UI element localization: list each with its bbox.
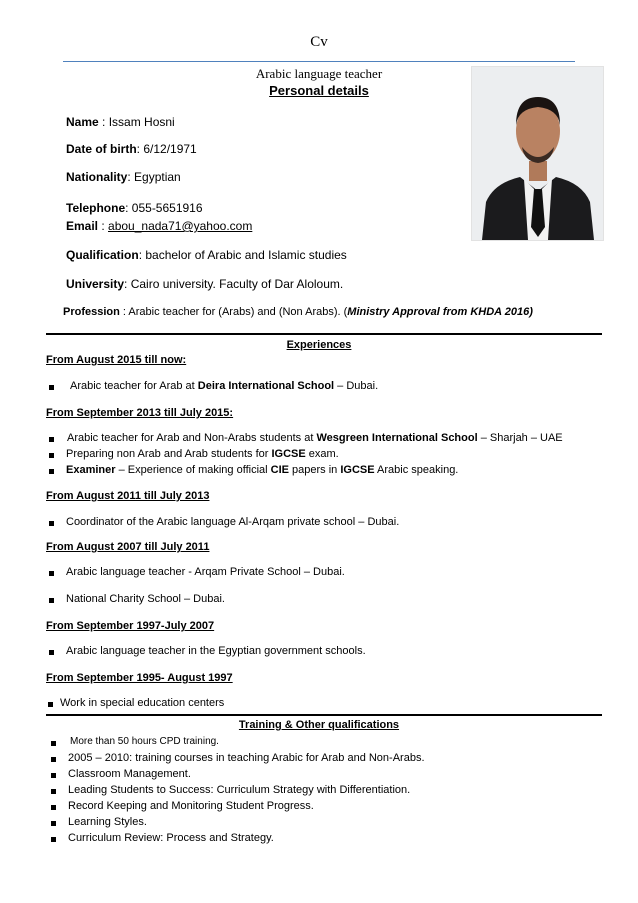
exp-1997-item-1: Arabic language teacher in the Egyptian government schools. (66, 645, 366, 657)
nationality-label: Nationality (66, 170, 128, 184)
email-line (66, 219, 252, 233)
profession-line (63, 306, 533, 318)
qualification-label: Qualification (66, 248, 139, 262)
nationality-value: : Egyptian (127, 170, 181, 184)
bullet-icon (49, 437, 54, 442)
training-item: Curriculum Review: Process and Strategy. (68, 832, 274, 844)
bullet-icon (51, 789, 56, 794)
qualification-value: : bachelor of Arabic and Islamic studies (138, 248, 347, 262)
exp-2013-item-1 (67, 432, 563, 444)
experiences-heading: Experiences (286, 339, 352, 351)
exp-2013-item-3 (66, 464, 458, 476)
exp-text: Arabic teacher for Arab and Non-Arabs students at (67, 432, 317, 444)
exp-text: Arabic speaking. (374, 464, 459, 476)
name-line (66, 115, 175, 129)
bullet-icon (51, 805, 56, 810)
exp-text: – Dubai. (334, 380, 379, 392)
name-value: : Issam Hosni (98, 115, 175, 129)
training-item: More than 50 hours CPD training. (70, 736, 219, 747)
telephone-value: : 055-5651916 (125, 201, 203, 215)
bullet-icon (49, 469, 54, 474)
qualification-line (66, 248, 347, 262)
exam-name: IGCSE (340, 464, 375, 476)
bullet-icon (48, 702, 53, 707)
exp-2013-item-2 (66, 448, 339, 460)
section-divider-training (46, 714, 602, 716)
profession-approval: Ministry Approval from KHDA 2016) (347, 306, 533, 318)
exp-text: – Experience of making official (115, 464, 271, 476)
email-link[interactable]: abou_nada71@yahoo.com (108, 219, 253, 233)
exp-text: – Sharjah – UAE (477, 432, 563, 444)
nationality-line (66, 170, 181, 184)
cv-title: Cv (310, 34, 328, 50)
training-item: Learning Styles. (68, 816, 147, 828)
email-separator: : (98, 219, 109, 233)
exp-2007-item-1: Arabic language teacher - Arqam Private School – Dubai. (66, 566, 345, 578)
training-item: Record Keeping and Monitoring Student Progress. (68, 800, 314, 812)
telephone-label: Telephone (66, 201, 126, 215)
school-name: Deira International School (197, 380, 335, 392)
bullet-icon (51, 837, 56, 842)
bullet-icon (51, 757, 56, 762)
exam-name: IGCSE (271, 448, 306, 460)
exp-text: Preparing non Arab and Arab students for (66, 448, 272, 460)
dob-label: Date of birth (66, 142, 137, 156)
school-name: Wesgreen International School (316, 432, 478, 444)
bullet-icon (49, 385, 54, 390)
exp-text: Arabic teacher for Arab at (70, 380, 198, 392)
profession-value: : Arabic teacher for (Arabs) and (Non Arabs). ( (119, 306, 348, 318)
bullet-icon (49, 453, 54, 458)
job-title: Arabic language teacher (255, 66, 383, 81)
board-name: CIE (270, 464, 289, 476)
email-label: Email (66, 219, 99, 233)
profession-label: Profession (63, 306, 120, 318)
bullet-icon (51, 773, 56, 778)
training-heading: Training & Other qualifications (238, 719, 400, 731)
exp-2015-item-1 (70, 380, 378, 392)
training-item: Leading Students to Success: Curriculum Strategy with Differentiation. (68, 784, 411, 796)
bullet-icon (49, 650, 54, 655)
person-portrait-icon (472, 67, 603, 240)
section-divider-experiences (46, 333, 602, 335)
training-item: 2005 – 2010: training courses in teaching Arabic for Arab and Non-Arabs. (68, 752, 425, 764)
period-1995: From September 1995- August 1997 (46, 672, 233, 684)
exp-1995-item-1: Work in special education centers (60, 697, 225, 709)
university-value: : Cairo university. Faculty of Dar Aloloum. (124, 277, 344, 291)
exp-text: exam. (305, 448, 339, 460)
period-2013: From September 2013 till July 2015: (46, 407, 234, 419)
telephone-line (66, 201, 203, 215)
bullet-icon (51, 821, 56, 826)
personal-details-heading: Personal details (269, 83, 369, 98)
period-1997: From September 1997-July 2007 (46, 620, 215, 632)
bullet-icon (49, 598, 54, 603)
exp-2011-item-1: Coordinator of the Arabic language Al-Arqam private school – Dubai. (66, 516, 400, 528)
bullet-icon (49, 521, 54, 526)
university-line (66, 277, 343, 291)
bullet-icon (49, 571, 54, 576)
dob-line (66, 142, 197, 156)
exp-text: papers in (288, 464, 341, 476)
training-item: Classroom Management. (68, 768, 191, 780)
period-2011: From August 2011 till July 2013 (46, 490, 210, 502)
header-divider (63, 61, 575, 62)
university-label: University (66, 277, 125, 291)
dob-value: : 6/12/1971 (136, 142, 197, 156)
role-name: Examiner (66, 464, 116, 476)
period-2015: From August 2015 till now: (46, 354, 187, 366)
period-2007: From August 2007 till July 2011 (46, 541, 210, 553)
name-label: Name (66, 115, 99, 129)
profile-photo (471, 66, 604, 241)
exp-2007-item-2: National Charity School – Dubai. (66, 593, 225, 605)
bullet-icon (51, 741, 56, 746)
